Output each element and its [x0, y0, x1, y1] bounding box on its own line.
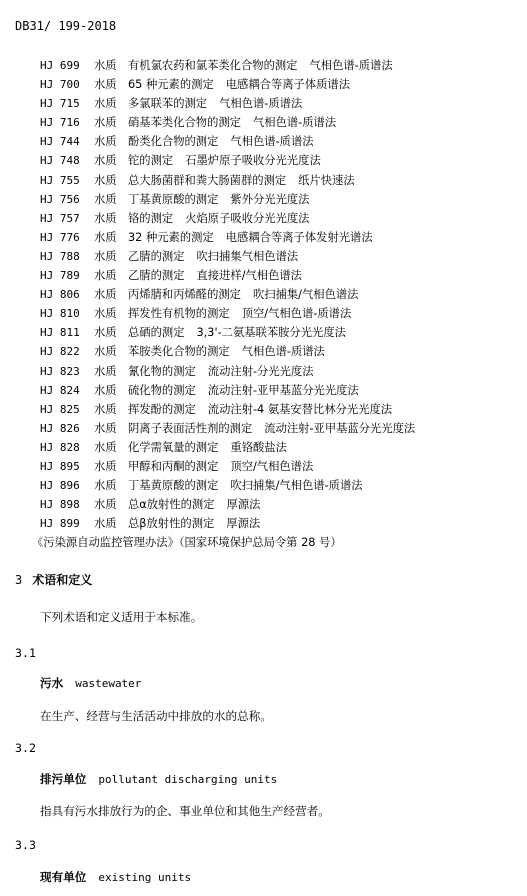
reference-item [40, 419, 415, 438]
reference-title: 挥发性有机物的测定 [128, 307, 230, 321]
reference-code: HJ 788 [40, 249, 80, 263]
document-header-id: DB31/ 199-2018 [15, 19, 117, 33]
reference-title: 酚类化合物的测定 [128, 135, 219, 149]
reference-title: 氰化物的测定 [128, 364, 196, 378]
reference-category: 水质 [94, 517, 117, 531]
reference-method: 电感耦合等离子体质谱法 [225, 78, 351, 92]
reference-title: 挥发酚的测定 [128, 402, 196, 416]
reference-code: HJ 810 [40, 307, 80, 321]
reference-code: HJ 822 [40, 345, 80, 359]
reference-code: HJ 699 [40, 59, 80, 72]
reference-item [40, 285, 415, 304]
reference-category: 水质 [94, 135, 117, 149]
reference-item [40, 514, 415, 533]
reference-title: 总硒的测定 [128, 326, 185, 340]
reference-method: 气相色谱-质谱法 [252, 116, 337, 130]
reference-category: 水质 [94, 326, 117, 340]
reference-title: 甲醇和丙酮的测定 [128, 459, 219, 473]
reference-method: 流动注射-分光光度法 [207, 364, 314, 378]
reference-code: HJ 899 [40, 517, 80, 531]
reference-category: 水质 [94, 459, 117, 473]
reference-item [40, 171, 415, 190]
clause-number: 3.1 [15, 646, 36, 660]
reference-method: 纸片快速法 [298, 173, 355, 187]
term-heading [40, 869, 191, 886]
reference-title: 苯胺类化合物的测定 [128, 345, 230, 359]
reference-category: 水质 [94, 59, 117, 72]
reference-method: 顶空/气相色谱法 [230, 459, 314, 473]
reference-category: 水质 [94, 211, 117, 225]
reference-code: HJ 825 [40, 402, 80, 416]
reference-code: HJ 715 [40, 97, 80, 111]
reference-method: 重铬酸盐法 [230, 440, 287, 454]
reference-method: 火焰原子吸收分光光度法 [185, 211, 310, 225]
reference-category: 水质 [94, 97, 117, 111]
reference-method: 厚源法 [226, 498, 261, 512]
reference-category: 水质 [94, 116, 117, 130]
reference-title: 铊的测定 [128, 154, 174, 168]
reference-category: 水质 [94, 230, 117, 244]
reference-title: 乙腈的测定 [128, 249, 185, 263]
term-english: wastewater [75, 677, 142, 690]
reference-method: 紫外分光光度法 [230, 192, 310, 206]
reference-title: 阴离子表面活性剂的测定 [128, 421, 253, 435]
reference-method: 石墨炉原子吸收分光光度法 [185, 154, 321, 168]
reference-code: HJ 828 [40, 440, 80, 454]
reference-item [40, 190, 415, 209]
reference-item [40, 304, 415, 323]
clause-number: 3.2 [15, 741, 36, 755]
reference-method: 气相色谱-质谱法 [309, 59, 393, 72]
regulation-reference [32, 533, 415, 552]
reference-title: 丙烯腈和丙烯醛的测定 [128, 288, 241, 302]
reference-title: 总β放射性的测定 [128, 517, 215, 531]
reference-code: HJ 757 [40, 211, 80, 225]
reference-method: 电感耦合等离子体发射光谱法 [225, 230, 373, 244]
reference-code: HJ 895 [40, 459, 80, 473]
term-english: existing units [98, 871, 192, 884]
reference-category: 水质 [94, 154, 117, 168]
reference-title: 化学需氧量的测定 [128, 440, 219, 454]
reference-code: HJ 898 [40, 498, 80, 512]
reference-title: 铬的测定 [128, 211, 174, 225]
term-heading [40, 771, 277, 788]
reference-item [40, 75, 415, 94]
reference-method: 气相色谱-质谱法 [241, 345, 325, 359]
reference-item [40, 228, 415, 247]
reference-title: 硫化物的测定 [128, 383, 196, 397]
reference-method: 厚源法 [226, 517, 261, 531]
reference-method: 吹扫捕集气相色谱法 [196, 249, 299, 263]
reference-category: 水质 [94, 383, 117, 397]
reference-title: 总大肠菌群和粪大肠菌群的测定 [128, 173, 287, 187]
term-definition: 在生产、经营与生活活动中排放的水的总称。 [40, 709, 272, 723]
reference-category: 水质 [94, 479, 117, 493]
reference-item [40, 400, 415, 419]
reference-category: 水质 [94, 192, 117, 206]
reference-code: HJ 776 [40, 230, 80, 244]
term-heading [40, 675, 141, 692]
reference-code: HJ 789 [40, 269, 80, 283]
term-english: pollutant discharging units [98, 773, 278, 786]
reference-item [40, 266, 415, 285]
reference-item [40, 132, 415, 151]
reference-item [40, 247, 415, 266]
reference-code: HJ 756 [40, 192, 80, 206]
reference-item [40, 457, 415, 476]
reference-title: 32 种元素的测定 [128, 230, 214, 244]
reference-code: HJ 716 [40, 116, 80, 130]
reference-item [40, 151, 415, 170]
reference-title: 乙腈的测定 [128, 269, 185, 283]
reference-category: 水质 [94, 249, 117, 263]
reference-category: 水质 [94, 269, 117, 283]
reference-item [40, 495, 415, 514]
reference-category: 水质 [94, 307, 117, 321]
reference-code: HJ 700 [40, 78, 80, 92]
reference-title: 硝基苯类化合物的测定 [128, 116, 241, 130]
reference-code: HJ 811 [40, 326, 80, 340]
regulation-title: 《污染源自动监控管理办法》（国家环境保护总局令第 28 号） [32, 536, 342, 550]
term-chinese: 污水 [40, 676, 64, 690]
reference-category: 水质 [94, 173, 117, 187]
reference-title: 丁基黄原酸的测定 [128, 479, 219, 493]
term-chinese: 现有单位 [40, 870, 87, 884]
reference-title: 65 种元素的测定 [128, 78, 214, 92]
reference-item [40, 476, 415, 495]
reference-category: 水质 [94, 440, 117, 454]
reference-category: 水质 [94, 498, 117, 512]
reference-method: 流动注射-4 氨基安替比林分光光度法 [207, 402, 393, 416]
reference-item [40, 94, 415, 113]
reference-code: HJ 824 [40, 383, 80, 397]
reference-title: 有机氯农药和氯苯类化合物的测定 [128, 59, 298, 72]
reference-title: 多氯联苯的测定 [128, 97, 208, 111]
reference-category: 水质 [94, 364, 117, 378]
section-intro: 下列术语和定义适用于本标准。 [40, 610, 203, 624]
reference-category: 水质 [94, 78, 117, 92]
reference-method: 吹扫捕集/气相色谱法 [252, 288, 359, 302]
reference-item [40, 113, 415, 132]
reference-method: 顶空/气相色谱-质谱法 [241, 307, 352, 321]
reference-code: HJ 826 [40, 421, 80, 435]
reference-code: HJ 755 [40, 173, 80, 187]
term-chinese: 排污单位 [40, 772, 87, 786]
reference-code: HJ 806 [40, 288, 80, 302]
normative-references-list [32, 56, 416, 552]
reference-item [40, 209, 415, 228]
reference-title: 总α放射性的测定 [128, 498, 215, 512]
section-title: 术语和定义 [32, 573, 93, 587]
reference-category: 水质 [94, 421, 117, 435]
reference-method: 3,3'-二氨基联苯胺分光光度法 [196, 326, 346, 340]
reference-item [40, 362, 415, 381]
reference-category: 水质 [94, 345, 117, 359]
reference-category: 水质 [94, 288, 117, 302]
section-number: 3 [15, 573, 23, 587]
reference-method: 流动注射-亚甲基蓝分光光度法 [264, 421, 416, 435]
reference-method: 流动注射-亚甲基蓝分光光度法 [207, 383, 359, 397]
reference-category: 水质 [94, 402, 117, 416]
reference-item [40, 56, 415, 75]
reference-code: HJ 823 [40, 364, 80, 378]
reference-item [40, 381, 415, 400]
reference-code: HJ 744 [40, 135, 80, 149]
reference-method: 气相色谱-质谱法 [230, 135, 314, 149]
reference-item [40, 323, 415, 342]
reference-title: 丁基黄原酸的测定 [128, 192, 219, 206]
reference-code: HJ 896 [40, 479, 80, 493]
section-heading [15, 572, 92, 588]
clause-number: 3.3 [15, 838, 36, 852]
reference-code: HJ 748 [40, 154, 80, 168]
term-definition: 指具有污水排放行为的企、事业单位和其他生产经营者。 [40, 804, 330, 818]
reference-method: 气相色谱-质谱法 [219, 97, 303, 111]
reference-item [40, 438, 415, 457]
reference-method: 直接进样/气相色谱法 [196, 269, 302, 283]
reference-method: 吹扫捕集/气相色谱-质谱法 [230, 479, 363, 493]
reference-item [40, 342, 415, 361]
